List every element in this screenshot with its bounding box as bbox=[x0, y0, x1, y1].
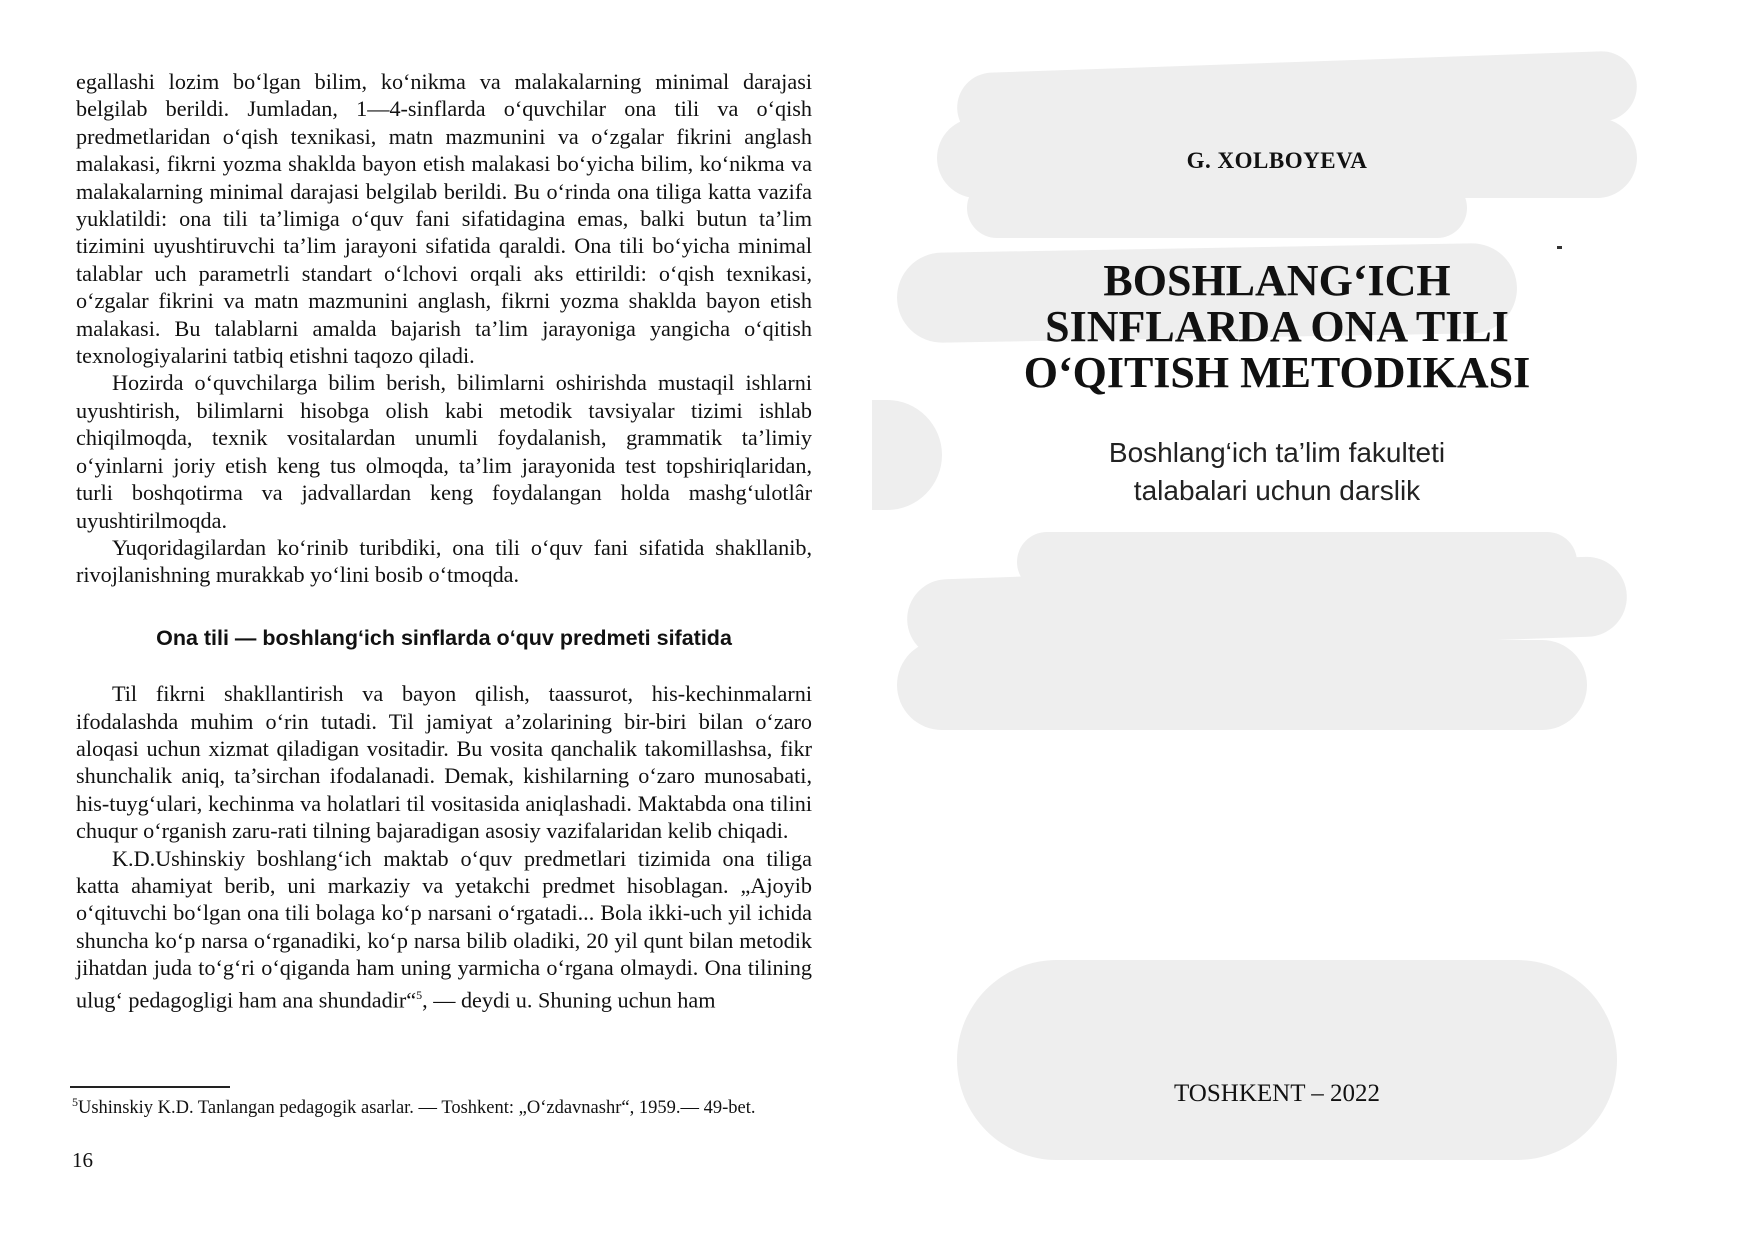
quote-continuation: , — deydi u. Shuning uchun ham bbox=[422, 986, 716, 1012]
paragraph: Yuqoridagilardan ko‘rinib turibdiki, ona tili o‘quv fani sifatida shakllanib, rivojlanishning murakkab yo‘lini bosib o‘tmoqda. bbox=[76, 534, 812, 588]
book-subtitle bbox=[1027, 434, 1527, 510]
smudge-mark bbox=[872, 400, 942, 510]
paragraph: Hozirda o‘quvchilarga bilim berish, bilimlarni oshirishda mustaqil ishlarni uyushtirish, bilimlarni hisobga olish kabi metodik tavsiyalar tizimi ishlab chiqilmoqda, texnik vositalardan unumli foydalanish, grammatik ta’limiy o‘yinlarni joriy etish keng tus olmoqda, ta’lim jarayonida test topshiriqlaridan, turli boshqotirma va jadvallardan keng foydalangan holda mashg‘ulotlâr uyushtirilmoqda. bbox=[76, 370, 812, 533]
city-year: TOSHKENT – 2022 bbox=[1173, 1080, 1381, 1107]
smudge-mark bbox=[897, 640, 1587, 730]
smudge-mark bbox=[957, 960, 1617, 1160]
subtitle-line: Boshlang‘ich ta’lim fakulteti bbox=[1108, 437, 1446, 468]
body-text bbox=[76, 68, 812, 1013]
author-name: G. XOLBOYEVA bbox=[1186, 148, 1368, 173]
footnote bbox=[72, 1090, 812, 1121]
footnote-text: Ushinskiy K.D. Tanlangan pedagogik asarlar. — Toshkent: „O‘zdavnashr“, 1959.— 49-bet. bbox=[78, 1098, 756, 1119]
section-heading: Ona tili — boshlang‘ich sinflarda o‘quv predmeti sifatida bbox=[156, 625, 732, 650]
paragraph: Til fikrni shakllantirish va bayon qilish, taassurot, his-kechinmalarni ifodalashda muhim o‘rin tutadi. Til jamiyat a’zolarining bir-biri bilan o‘zaro aloqasi uchun xizmat qiladigan vositadir. Bu vosita qanchalik takomillashsa, fikr shunchalik aniq, ta’sirchan ifodalanadi. Demak, kishilarning o‘zaro munosabati, his-tuyg‘ulari, kechinma va holatlari til vositasida aniqlashadi. Maktabda ona tilini chuqur o‘rganish zaru-rati tilning bajaradigan asosiy vazifalaridan kelib chiqadi. bbox=[76, 681, 812, 844]
paragraph: egallashi lozim bo‘lgan bilim, ko‘nikma va malakalarning minimal darajasi belgilab berildi. Jumladan, 1—4-sinflarda o‘quvchilar ona tili va o‘qish predmetlaridan o‘qish texnikasi, matn mazmunini va o‘zgalar fikrini anglash malakasi, fikrni yozma shaklda bayon etish malakasi bo‘yicha bilim, ko‘nikma va malakalarning minimal darajasi belgilab berildi. Bu o‘rinda ona tiliga katta vazifa yuklatildi: ona tili ta’limiga o‘quv fani sifatidagina emas, balki butun ta’lim tizimini uyushtiruvchi ta’lim jarayoni sifatida qaraldi. Ona tili bo‘yicha minimal talablar uch parametrli standart o‘lchovi orqali aks ettirildi: o‘qish texnikasi, o‘zgalar fikrini va matn mazmunini anglash, fikrni yozma shaklda bayon etish malakasi. Bu talablarni amalda bajarish ta’lim jarayoniga yangicha o‘qitish texnologiyalarini tatbiq etishni taqozo qiladi. bbox=[76, 69, 812, 369]
quote-text: K.D.Ushinskiy boshlang‘ich maktab o‘quv predmetlari tizimida ona tiliga katta ahamiyat berib, uni markaziy va yetakchi predmet hisoblagan. „Ajoyib o‘qituvchi bo‘lgan ona tili bolaga ko‘p narsani o‘rgatadi... Bola ikki-uch yil ichida shuncha ko‘p narsa o‘rganadiki, ko‘p narsa bilib oladiki, 20 yil qunt bilan metodik jihatdan juda to‘g‘ri o‘qiganda ham uning yarmicha o‘rgana olmaydi. Ona tilining ulug‘ pedagogligi ham ana shundadir“ bbox=[76, 845, 812, 1012]
footnote-mark: 5 bbox=[72, 1095, 78, 1109]
footnote-reference: 5 bbox=[416, 987, 423, 1002]
subtitle-line: talabalari uchun darslik bbox=[1133, 475, 1421, 506]
page-number: 16 bbox=[72, 1148, 93, 1172]
footnote-divider bbox=[70, 1086, 230, 1088]
paragraph bbox=[76, 845, 812, 1014]
title-line: O‘QITISH METODIKASI bbox=[1023, 348, 1531, 397]
book-title bbox=[927, 258, 1627, 396]
smudge-mark bbox=[967, 178, 1467, 238]
right-page bbox=[877, 0, 1754, 1240]
title-line: BOSHLANG‘ICH bbox=[1103, 256, 1451, 305]
ink-dot bbox=[1557, 246, 1562, 249]
title-line: SINFLARDA ONA TILI bbox=[1045, 302, 1509, 351]
